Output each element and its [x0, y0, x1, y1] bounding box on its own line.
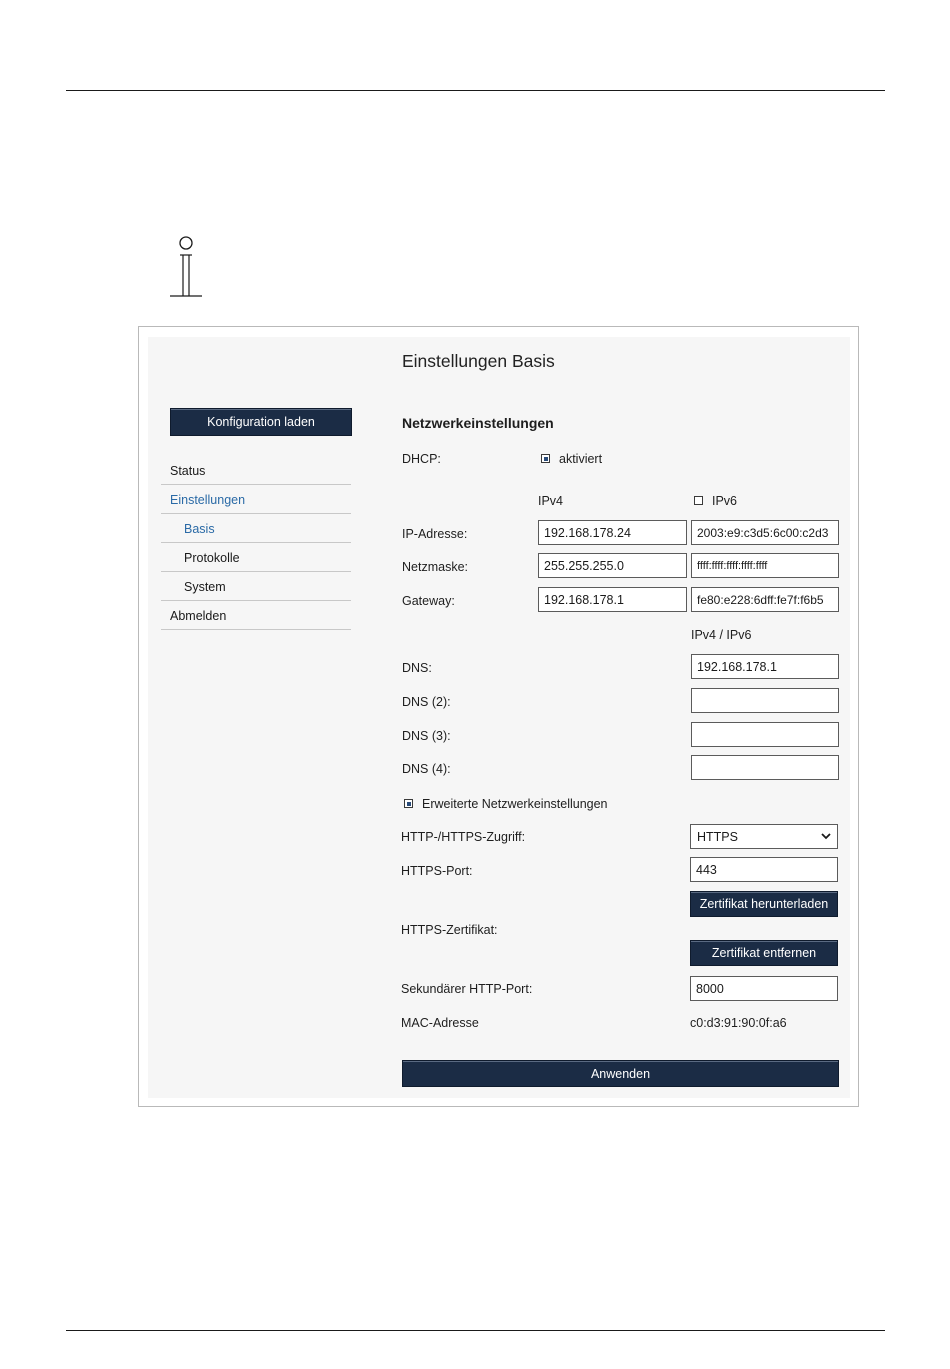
netmask-label: Netzmaske: — [402, 560, 468, 574]
dns-column-header: IPv4 / IPv6 — [691, 628, 752, 642]
http-access-label: HTTP-/HTTPS-Zugriff: — [401, 830, 526, 844]
https-port-label: HTTPS-Port: — [401, 864, 473, 878]
http-access-select[interactable] — [690, 824, 838, 849]
screenshot-frame — [138, 326, 859, 1107]
dns-4-label: DNS (4): — [402, 762, 451, 776]
header-rule — [66, 90, 885, 91]
gateway-label: Gateway: — [402, 594, 455, 608]
dns-4-field[interactable] — [691, 755, 839, 780]
footer-rule — [66, 1330, 885, 1331]
remove-certificate-button[interactable]: Zertifikat entfernen — [690, 940, 838, 966]
https-port-field[interactable]: 443 — [690, 857, 838, 882]
dns-2-label: DNS (2): — [402, 695, 451, 709]
secondary-http-port-field[interactable]: 8000 — [690, 976, 838, 1001]
sidebar-item-protocols[interactable]: Protokolle — [161, 544, 351, 572]
advanced-settings-label: Erweiterte Netzwerkeinstellungen — [422, 797, 608, 811]
sidebar-item-logout[interactable]: Abmelden — [161, 602, 351, 630]
dns-2-field[interactable] — [691, 688, 839, 713]
ipv4-column-header: IPv4 — [538, 494, 564, 508]
chevron-down-icon — [821, 833, 831, 840]
page-title: Einstellungen Basis — [402, 351, 555, 371]
dhcp-label: DHCP: — [402, 452, 441, 466]
apply-button[interactable]: Anwenden — [402, 1060, 839, 1087]
sidebar-item-basis[interactable]: Basis — [161, 515, 351, 543]
ipv6-checkbox[interactable] — [694, 496, 703, 505]
mac-address-label: MAC-Adresse — [401, 1016, 479, 1030]
download-certificate-button[interactable]: Zertifikat herunterladen — [690, 891, 838, 917]
load-config-button[interactable]: Konfiguration laden — [170, 408, 352, 436]
ipv4-address-field[interactable]: 192.168.178.24 — [538, 520, 687, 545]
dns-3-label: DNS (3): — [402, 729, 451, 743]
sidebar-item-status[interactable]: Status — [161, 457, 351, 485]
dns-3-field[interactable] — [691, 722, 839, 747]
ipv6-address-field[interactable]: 2003:e9:c3d5:6c00:c2d3 — [691, 520, 839, 545]
dns-1-field[interactable]: 192.168.178.1 — [691, 654, 839, 679]
ipv6-gateway-field[interactable]: fe80:e228:6dff:fe7f:f6b5 — [691, 587, 839, 612]
ipv6-netmask-field[interactable]: ffff:ffff:ffff:ffff:ffff — [691, 553, 839, 578]
settings-panel — [148, 337, 850, 1098]
ip-address-label: IP-Adresse: — [402, 527, 468, 541]
sidebar-item-settings[interactable]: Einstellungen — [161, 486, 351, 514]
advanced-settings-checkbox[interactable] — [404, 799, 413, 808]
ipv6-column-header: IPv6 — [712, 494, 738, 508]
http-access-selected-value: HTTPS — [697, 829, 738, 844]
info-icon — [168, 235, 204, 299]
secondary-http-port-label: Sekundärer HTTP-Port: — [401, 982, 533, 996]
section-title: Netzwerkeinstellungen — [402, 415, 554, 431]
mac-address-value: c0:d3:91:90:0f:a6 — [690, 1016, 787, 1030]
dhcp-checkbox[interactable] — [541, 454, 550, 463]
dhcp-checkbox-label: aktiviert — [559, 452, 603, 466]
ipv4-netmask-field[interactable]: 255.255.255.0 — [538, 553, 687, 578]
ipv4-gateway-field[interactable]: 192.168.178.1 — [538, 587, 687, 612]
sidebar-item-system[interactable]: System — [161, 573, 351, 601]
dns-1-label: DNS: — [402, 661, 432, 675]
https-certificate-label: HTTPS-Zertifikat: — [401, 923, 498, 937]
